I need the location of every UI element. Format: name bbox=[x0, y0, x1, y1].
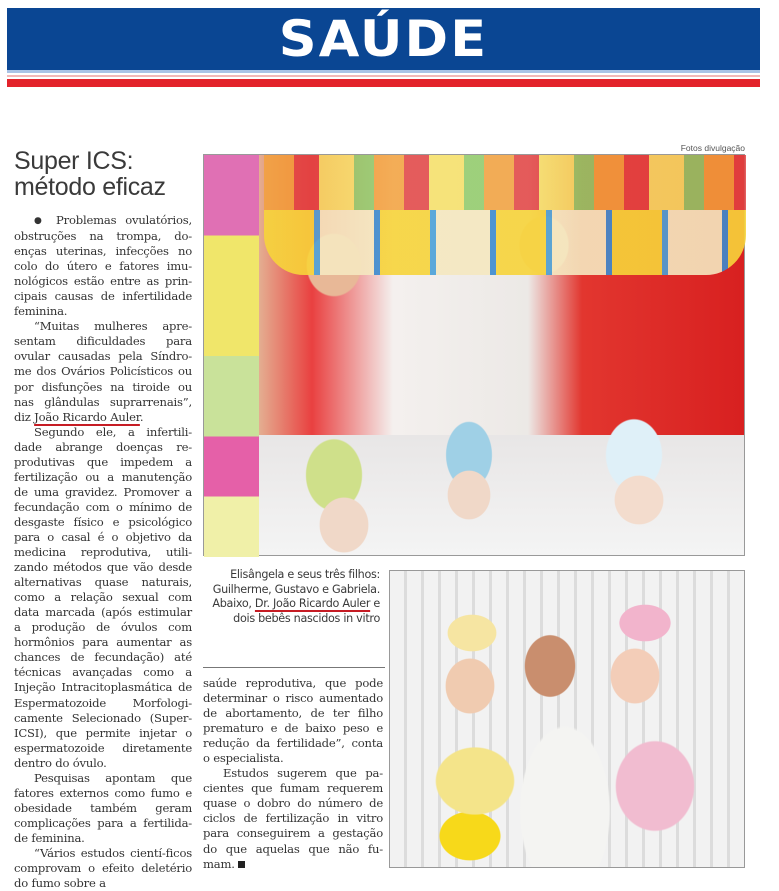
banner-stripe-light bbox=[7, 70, 760, 73]
article-body-left bbox=[14, 213, 192, 891]
photo-caption: Elisângela e seus três filhos: Guilherme, Gustavo e Gabriela. Abaixo, Dr. João Ricardo Auler e dois bebês nascidos in vitro bbox=[212, 568, 380, 625]
paragraph: Segundo ele, a infertili-dade abrange doenças re-produtivas que impedem a fertilização ou a manutenção de uma gravidez. Promover a fecundação com o mínimo de desgaste físico e psicológico para o casal é o objetivo da medicina reprodutiva, utili-zando métodos que vão desde alternativas quase naturais, como a relação sexual com data marcada (após estimular a produção de óvulos com hormônios para aumentar as chances de fecundação) até técnicas avançadas como a Injeção Intracitoplasmática de Espermatozoide Morfologi-camente Selecionado (Super-ICSI), que permite injetar o espermatozoide diretamente dentro do óvulo. bbox=[14, 424, 192, 770]
caption-name-highlight: Dr. João Ricardo Auler bbox=[254, 597, 371, 610]
party-decoration bbox=[264, 155, 746, 210]
family-photo bbox=[203, 154, 745, 556]
paragraph: Estudos sugerem que pa-cientes que fumam requerem quase o dobro do número de ciclos de fertilização in vitro para conseguirem a gestação do que aquelas que não fu-mam. bbox=[203, 766, 383, 871]
paragraph: Pesquisas apontam que fatores externos como fumo e obesidade também geram complicações para a fertilida-de feminina. bbox=[14, 770, 192, 845]
paragraph: ● Problemas ovulatórios, obstruções na trompa, do-enças uterinas, infecções no colo do útero e fatores imu-nológicos estão entre as prin-cipais causas de infertilidade feminina. bbox=[14, 213, 192, 319]
headline-line-2: método eficaz bbox=[14, 173, 166, 201]
caption-divider bbox=[203, 667, 385, 668]
section-banner bbox=[7, 8, 760, 70]
article-body-middle bbox=[203, 676, 383, 872]
photo-credit: Fotos divulgação bbox=[680, 143, 745, 153]
doctor-photo bbox=[389, 570, 745, 868]
inflatable-decoration bbox=[204, 155, 259, 557]
section-title: SAÚDE bbox=[278, 10, 489, 68]
headline-line-1: Super ICS: bbox=[14, 147, 134, 175]
banner-stripe-red bbox=[7, 79, 760, 87]
paragraph: “Muitas mulheres apre-sentam dificuldades para ovular causadas pela Síndro-me dos Ovários Policísticos ou por disfunções na tiroide ou nas glândulas suprarrenais”, diz João Ricardo Auler. bbox=[14, 319, 192, 424]
paragraph: saúde reprodutiva, que pode determinar o risco aumentado de abortamento, de ter filho prematuro e de baixo peso e redução da fertilidade”, conta o especialista. bbox=[203, 676, 383, 766]
article-column-left bbox=[14, 148, 192, 891]
party-garland bbox=[264, 210, 746, 275]
end-of-article-icon bbox=[238, 861, 245, 868]
quoted-name-highlight: João Ricardo Auler bbox=[34, 409, 140, 424]
article-headline bbox=[14, 148, 192, 200]
banner-stripe-pink bbox=[7, 75, 760, 77]
paragraph: “Vários estudos cientí-ficos comprovam o efeito deletério do fumo sobre a bbox=[14, 845, 192, 891]
bullet-icon: ● bbox=[34, 216, 48, 226]
